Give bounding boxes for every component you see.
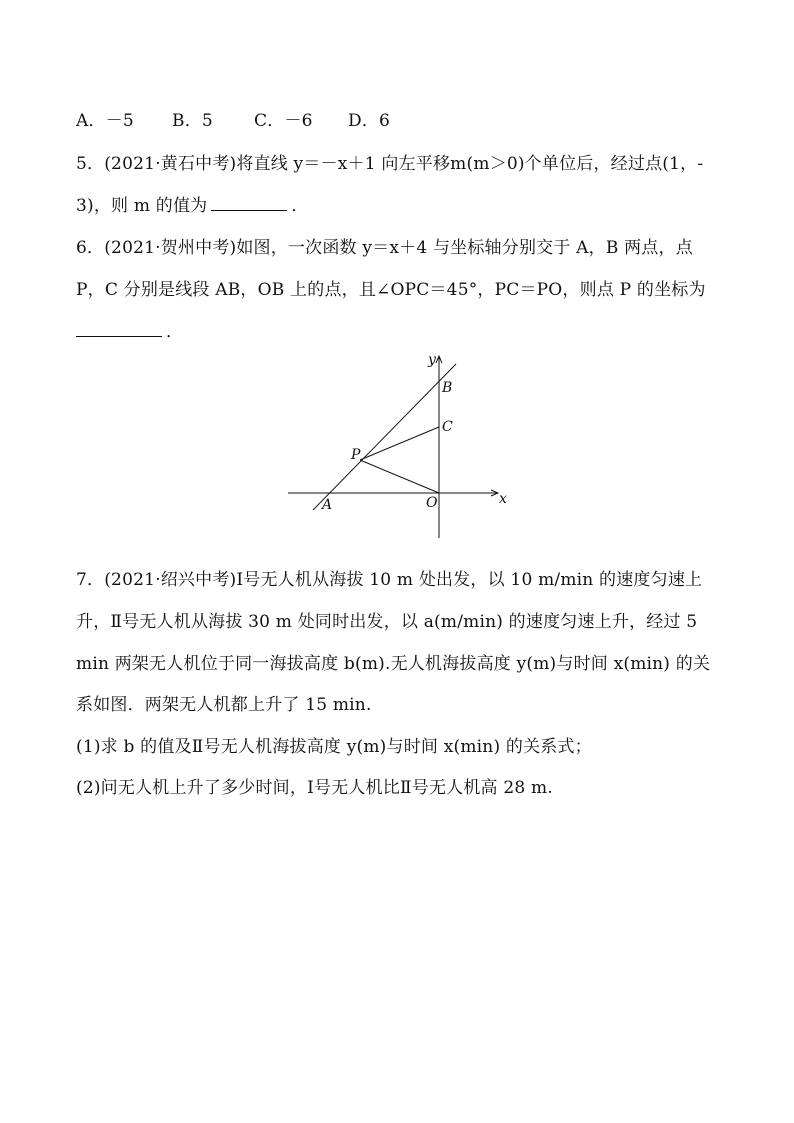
label-o: O <box>426 495 438 511</box>
q6-line-2: P，C 分别是线段 AB，OB 上的点，且∠OPC＝45°，PC＝PO，则点 P 的坐标为 <box>76 280 706 300</box>
option-a: A．－5 <box>76 111 134 131</box>
q7-part-2: (2)问无人机上升了多少时间，Ⅰ号无人机比Ⅱ号无人机高 28 m. <box>76 778 553 798</box>
segment-po <box>360 460 439 493</box>
q6-coordinate-figure <box>285 350 515 540</box>
segment-pc <box>360 427 439 460</box>
option-d: D．6 <box>348 111 391 131</box>
q5-answer-blank <box>211 209 287 211</box>
q7-line-2: 升，Ⅱ号无人机从海拔 30 m 处同时出发，以 a(m/min) 的速度匀速上升，经过 5 <box>76 612 698 632</box>
q5-line-2 <box>76 191 309 216</box>
line-ab <box>313 364 456 510</box>
label-y: y <box>428 352 436 368</box>
label-c: C <box>442 419 453 435</box>
q5-line-2-text: 3)，则 m 的值为 <box>76 196 208 216</box>
q7-part-1: (1)求 b 的值及Ⅱ号无人机海拔高度 y(m)与时间 x(min) 的关系式； <box>76 737 592 757</box>
q5-line-1: 5．(2021·黄石中考)将直线 y＝－x＋1 向左平移m(m＞0)个单位后，经过点(1，- <box>76 154 704 174</box>
option-c: C．－6 <box>254 111 313 131</box>
q7-line-1: 7．(2021·绍兴中考)Ⅰ号无人机从海拔 10 m 处出发，以 10 m/min 的速度匀速上 <box>76 570 703 590</box>
q7-line-4: 系如图．两架无人机都上升了 15 min. <box>76 695 372 715</box>
label-x: x <box>499 491 507 507</box>
label-p: P <box>351 447 361 463</box>
q6-line-3 <box>76 317 183 342</box>
option-b: B．5 <box>172 111 213 131</box>
label-b: B <box>442 380 453 396</box>
q6-answer-blank <box>76 335 162 337</box>
q5-period: ． <box>291 196 309 216</box>
q7-line-3: min 两架无人机位于同一海拔高度 b(m).无人机海拔高度 y(m)与时间 x(min) 的关 <box>76 654 711 674</box>
q4-options <box>76 106 390 131</box>
label-a: A <box>322 497 333 513</box>
q6-line-1: 6．(2021·贺州中考)如图，一次函数 y＝x＋4 与坐标轴分别交于 A，B 两点，点 <box>76 238 693 258</box>
q6-period: ． <box>166 322 184 342</box>
